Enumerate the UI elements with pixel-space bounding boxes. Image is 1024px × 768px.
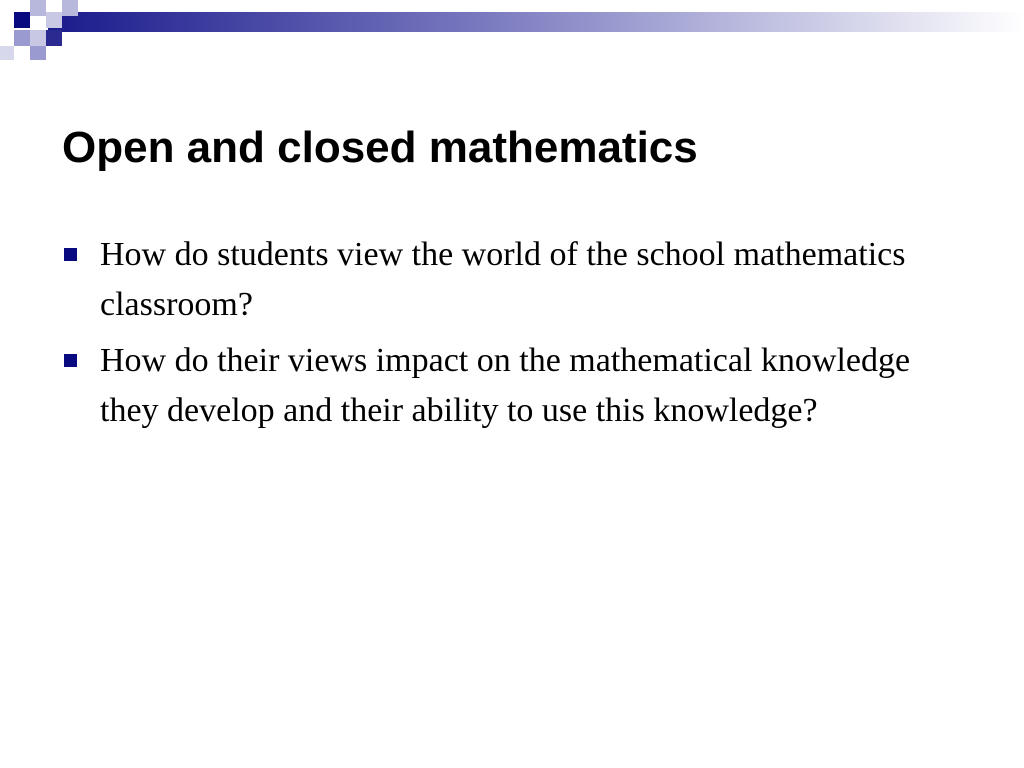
- checker-square-mid: [30, 46, 46, 60]
- bullet-list: [62, 230, 962, 442]
- square-bullet-icon: [64, 248, 77, 261]
- header-decoration-graphic: [0, 0, 1024, 64]
- bullet-item: [62, 336, 962, 436]
- slide-title: Open and closed mathematics: [62, 123, 698, 172]
- checker-square-light: [30, 0, 46, 16]
- checker-square-light: [0, 46, 14, 60]
- checker-square-dark: [14, 12, 30, 28]
- checker-square-light: [30, 30, 46, 46]
- square-bullet-icon: [64, 354, 77, 367]
- checker-square-light: [62, 0, 78, 16]
- bullet-text: How do students view the world of the school mathematics classroom?: [100, 236, 906, 323]
- checker-square-mid: [14, 30, 30, 46]
- header-decoration: [0, 0, 1024, 64]
- checker-square-dark: [46, 30, 62, 46]
- gradient-band: [48, 12, 1024, 32]
- bullet-text: How do their views impact on the mathematical knowledge they develop and their ability to use this knowledge?: [100, 342, 911, 429]
- checker-square-light: [46, 12, 62, 28]
- bullet-item: [62, 230, 962, 330]
